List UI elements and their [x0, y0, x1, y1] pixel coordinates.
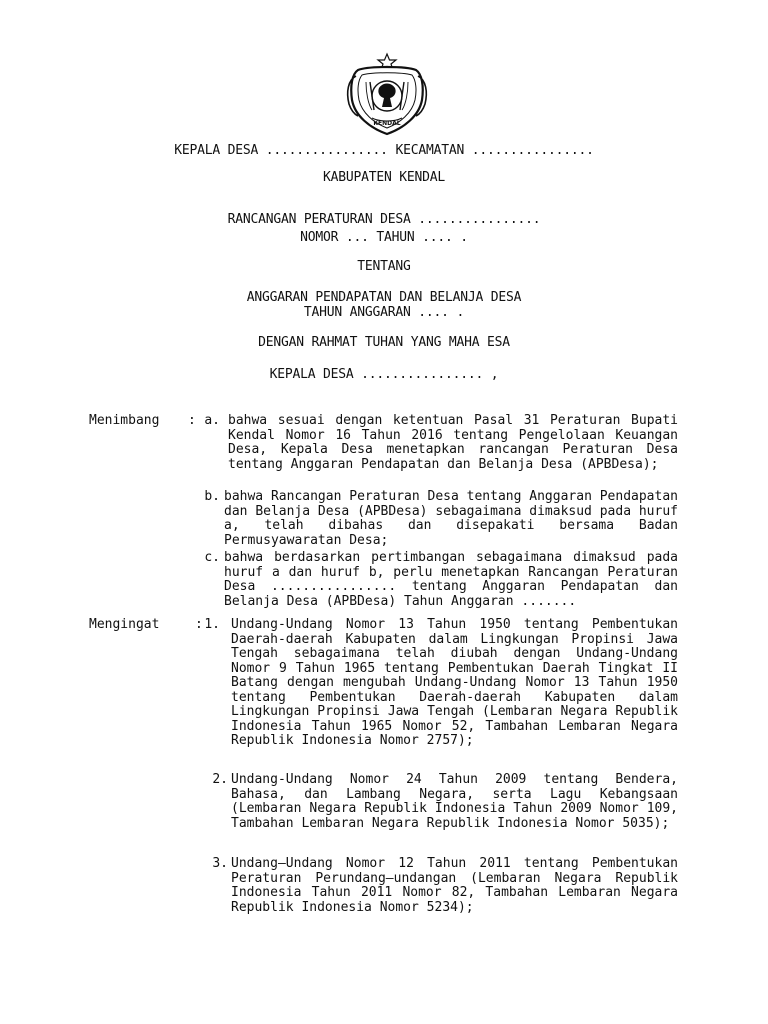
item-text: bahwa Rancangan Peraturan Desa tentang Anggaran Pendapatan dan Belanja Desa (APBDesa) sebagaimana dimaksud pada huruf a, telah dibahas dan disepakati bersama Badan Permusyawaratan Desa; — [224, 489, 678, 548]
issuer-title: KEPALA DESA ................ , — [269, 367, 499, 382]
item-marker: 2. — [212, 772, 228, 787]
regulation-subject: ANGGARAN PENDAPATAN DAN BELANJA DESA — [246, 290, 522, 305]
emblem-caption: KENDAL — [373, 120, 401, 127]
regulation-number: NOMOR ... TAHUN .... . — [300, 230, 468, 245]
kendal-emblem-logo — [342, 52, 432, 138]
item-text: Undang-Undang Nomor 13 Tahun 1950 tentang Pembentukan Daerah-daerah Kabupaten dalam Lingkungan Propinsi Jawa Tengah sebagaimana telah diubah dengan Undang-Undang Nomor 9 Tahun 1965 tentang Pembentukan Daerah Tingkat II Batang dengan mengubah Undang-Undang Nomor 13 Tahun 1950 tentang Pembentukan Daerah-daerah Kabupaten dalam Lingkungan Propinsi Jawa Tengah (Lembaran Negara Republik Indonesia Tahun 1965 Nomor 52, Tambahan Lembaran Negara Republik Indonesia Nomor 2757); — [231, 617, 678, 748]
menimbang-colon: : — [188, 413, 196, 428]
item-marker: a. — [204, 413, 220, 428]
item-marker: b. — [204, 489, 220, 504]
item-text: Undang–Undang Nomor 12 Tahun 2011 tentang Pembentukan Peraturan Perundang–undangan (Lembaran Negara Republik Indonesia Tahun 2011 Nomor 82, Tambahan Lembaran Negara Republik Indonesia Nomor 5234); — [231, 856, 678, 915]
item-marker: 1. — [204, 617, 220, 632]
header-village-district: KEPALA DESA ................ KECAMATAN ................ — [174, 143, 594, 158]
item-marker: 3. — [212, 856, 228, 871]
mengingat-colon: : — [195, 617, 203, 632]
item-marker: c. — [204, 550, 220, 565]
item-text: bahwa sesuai dengan ketentuan Pasal 31 Peraturan Bupati Kendal Nomor 16 Tahun 2016 tentang Pengelolaan Keuangan Desa, Kepala Desa menetapkan rancangan Peraturan Desa tentang Anggaran Pendapatan dan Belanja Desa (APBDesa); — [228, 413, 678, 472]
tentang-heading: TENTANG — [357, 259, 411, 274]
mengingat-label: Mengingat — [89, 617, 160, 632]
draft-regulation-title: RANCANGAN PERATURAN DESA ................ — [227, 212, 541, 227]
header-regency: KABUPATEN KENDAL — [322, 170, 446, 185]
menimbang-label: Menimbang — [89, 413, 160, 428]
item-text: bahwa berdasarkan pertimbangan sebagaimana dimaksud pada huruf a dan huruf b, perlu menetapkan Rancangan Peraturan Desa ................ tentang Anggaran Pendapatan dan Belanja Desa (APBDesa) Tahun Anggaran ....... — [224, 550, 678, 609]
fiscal-year: TAHUN ANGGARAN .... . — [303, 305, 465, 320]
preamble-invocation: DENGAN RAHMAT TUHAN YANG MAHA ESA — [258, 335, 510, 350]
item-text: Undang-Undang Nomor 24 Tahun 2009 tentang Bendera, Bahasa, dan Lambang Negara, serta Lagu Kebangsaan (Lembaran Negara Republik Indonesia Tahun 2009 Nomor 109, Tambahan Lembaran Negara Republik Indonesia Nomor 5035); — [231, 772, 678, 831]
